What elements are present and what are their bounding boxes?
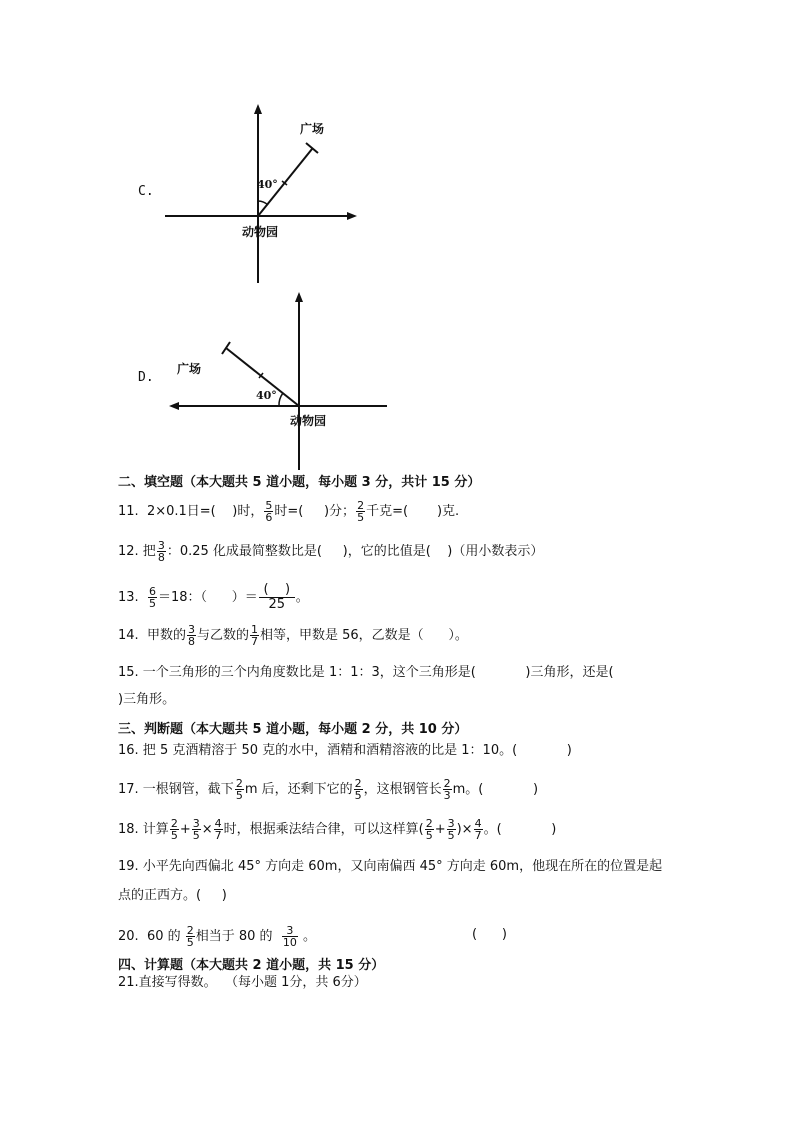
fraction: $\frac{5}{6}$ bbox=[265, 499, 273, 524]
question-20-answer-blank: ( ) bbox=[472, 927, 507, 942]
question-18: 18. 计算 $\frac{2}{5}$ + $\frac{3}{5}$ × $\frac{4}{7}$ 时，根据乘法结合律，可以这样算( $\frac{2}{5}$ + $\frac{3}{5}$ )× $\frac{4}{7}$ 。( ) bbox=[118, 817, 557, 842]
question-19-cont: 点的正西方。( ) bbox=[118, 888, 227, 903]
fraction: $\frac{3}{8}$ bbox=[157, 539, 165, 564]
diagram-d-angle-arc bbox=[279, 393, 283, 406]
diagram-d-north-arrow-icon bbox=[295, 292, 303, 302]
diagram-c-origin-label: 动物园 bbox=[242, 225, 279, 239]
diagram-c-east-arrow-icon bbox=[347, 212, 357, 220]
diagram-d bbox=[169, 292, 387, 470]
section-2-title: 二、填空题（本大题共 5 道小题，每小题 3 分，共计 15 分） bbox=[118, 475, 481, 490]
question-17: 17. 一根钢管，截下 $\frac{2}{5}$ m 后，还剩下它的 $\frac{2}{5}$ ，这根钢管长 $\frac{2}{3}$ m。( ) bbox=[118, 777, 539, 802]
diagram-d-origin-label: 动物园 bbox=[290, 414, 327, 428]
fraction: $\frac{3}{5}$ bbox=[192, 817, 200, 842]
question-12: 12. 把 $\frac{3}{8}$ ：0.25 化成最简整数比是( )，它的比值是( )（用小数表示） bbox=[118, 539, 544, 564]
question-16: 16. 把 5 克酒精溶于 50 克的水中，酒精和酒精溶液的比是 1：10。( ) bbox=[118, 743, 572, 758]
option-d-label: D. bbox=[138, 370, 154, 385]
fraction: $\frac{2}{5}$ bbox=[186, 924, 194, 949]
question-13: 13. $\frac{6}{5}$ ＝18：（ ）＝ $\frac{( )}{25}$ 。 bbox=[118, 582, 309, 612]
question-15-cont: )三角形。 bbox=[118, 692, 176, 707]
diagram-c bbox=[165, 104, 357, 283]
option-c-label: C. bbox=[138, 184, 154, 199]
diagram-c-ray-end-tick bbox=[306, 143, 318, 153]
fraction: $\frac{2}{5}$ bbox=[354, 777, 362, 802]
diagram-c-north-arrow-icon bbox=[254, 104, 262, 114]
question-19: 19. 小平先向西偏北 45° 方向走 60m，又向南偏西 45° 方向走 60m，他现在所在的位置是起 bbox=[118, 859, 663, 874]
fraction: $\frac{6}{5}$ bbox=[148, 585, 156, 610]
diagram-d-ray-end-tick bbox=[222, 342, 230, 354]
fraction: $\frac{2}{5}$ bbox=[170, 817, 178, 842]
fraction: $\frac{3}{10}$ bbox=[282, 924, 297, 949]
question-14: 14. 甲数的 $\frac{3}{8}$ 与乙数的 $\frac{1}{7}$ 相等，甲数是 56，乙数是（ ）。 bbox=[118, 623, 468, 648]
diagram-c-angle-arc bbox=[258, 201, 268, 205]
fraction: $\frac{2}{3}$ bbox=[443, 777, 451, 802]
diagram-c-place-label: 广场 bbox=[300, 122, 325, 136]
diagram-c-angle-label: 40° bbox=[257, 178, 278, 191]
fraction: $\frac{2}{5}$ bbox=[357, 499, 365, 524]
fraction: $\frac{3}{8}$ bbox=[187, 623, 195, 648]
question-20: 20. 60 的 $\frac{2}{5}$ 相当于 80 的 $\frac{3}{10}$ 。 bbox=[118, 924, 316, 949]
fraction: $\frac{4}{7}$ bbox=[214, 817, 222, 842]
diagram-d-angle-label: 40° bbox=[256, 389, 277, 402]
fraction: $\frac{2}{5}$ bbox=[235, 777, 243, 802]
section-4-title: 四、计算题（本大题共 2 道小题，共 15 分） bbox=[118, 958, 385, 973]
fraction: $\frac{2}{5}$ bbox=[425, 817, 433, 842]
question-15: 15. 一个三角形的三个内角度数比是 1：1：3，这个三角形是( )三角形，还是( bbox=[118, 665, 614, 680]
fraction: $\frac{4}{7}$ bbox=[474, 817, 482, 842]
diagram-d-west-arrow-icon bbox=[169, 402, 179, 410]
question-11: 11. 2×0.1日=( )时， $\frac{5}{6}$ 时=( )分； $\frac{2}{5}$ 千克=( )克. bbox=[118, 499, 460, 524]
fraction: $\frac{3}{5}$ bbox=[447, 817, 455, 842]
diagram-d-place-label: 广场 bbox=[177, 362, 202, 376]
section-3-title: 三、判断题（本大题共 5 道小题，每小题 2 分，共 10 分） bbox=[118, 722, 468, 737]
question-21: 21.直接写得数。 （每小题 1分，共 6分） bbox=[118, 975, 367, 990]
fraction-blank: $\frac{( )}{25}$ bbox=[259, 583, 295, 612]
fraction: $\frac{1}{7}$ bbox=[250, 623, 258, 648]
